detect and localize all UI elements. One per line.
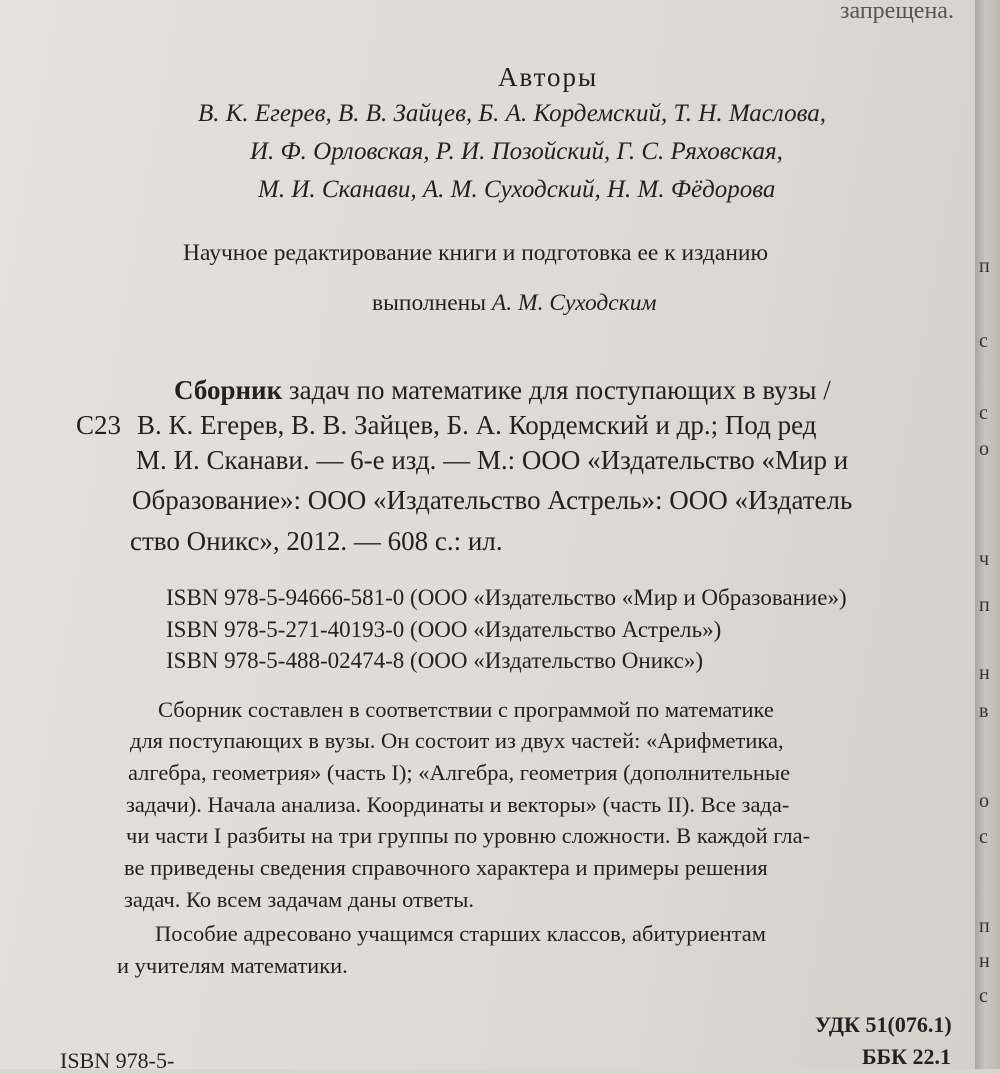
catalog-title-rest: задач по математике для поступающих в вузы / [282, 375, 831, 405]
description-line: для поступающих в вузы. Он состоит из двух частей: «Арифметика, [130, 728, 784, 753]
editing-note-line [372, 290, 656, 317]
edge-glyph: ч [979, 548, 990, 570]
catalog-entry-line: Образование»: ООО «Издательство Астрель»: ООО «Издатель [132, 485, 853, 515]
edge-glyph: п [979, 255, 990, 277]
authors-line: М. И. Сканави, А. М. Суходский, Н. М. Фёдорова [258, 176, 776, 203]
catalog-title-bold: Сборник [174, 375, 283, 405]
description-line: чи части I разбиты на три группы по уровню сложности. В каждой гла- [126, 823, 811, 848]
next-page-edge [975, 0, 1000, 1069]
catalog-entry-line: ство Оникс», 2012. — 608 с.: ил. [130, 526, 503, 556]
edge-glyph: п [979, 594, 990, 616]
description-line: задач. Ко всем задачам даны ответы. [124, 887, 474, 912]
edge-glyph: с [979, 826, 988, 848]
edge-glyph: с [979, 330, 988, 352]
udk-code: УДК 51(076.1) [815, 1012, 952, 1037]
description-line: задачи). Начала анализа. Координаты и векторы» (часть II). Все зада- [126, 792, 790, 817]
edge-glyph: о [979, 438, 989, 460]
isbn-line: ISBN 978-5-271-40193-0 (ООО «Издательство Астрель») [166, 617, 722, 642]
edge-glyph: с [979, 402, 988, 424]
editing-note-prefix: выполнены [372, 290, 492, 316]
authors-heading: Авторы [498, 62, 599, 92]
catalog-entry-line [174, 375, 831, 406]
bbk-code: ББК 22.1 [862, 1044, 952, 1069]
edge-glyph: н [979, 950, 990, 972]
isbn-line: ISBN 978-5-94666-581-0 (ООО «Издательство «Мир и Образование») [166, 585, 847, 610]
edge-glyph: в [979, 700, 989, 722]
description-line: алгебра, геометрия» (часть I); «Алгебра, геометрия (дополнительные [128, 760, 791, 785]
catalog-entry-line: В. К. Егерев, В. В. Зайцев, Б. А. Кордемский и др.; Под ред [137, 410, 817, 440]
description-line: и учителям математики. [117, 953, 348, 978]
edge-glyph: о [979, 790, 989, 812]
edge-glyph: п [979, 915, 990, 937]
authors-line: В. К. Егерев, В. В. Зайцев, Б. А. Кордемский, Т. Н. Маслова, [198, 100, 827, 127]
catalog-code: С23 [76, 410, 122, 440]
catalog-entry-line: М. И. Сканави. — 6-е изд. — М.: ООО «Издательство «Мир и [136, 445, 849, 475]
edge-glyph: н [979, 662, 990, 684]
editing-note-line: Научное редактирование книги и подготовка ее к изданию [183, 240, 769, 266]
authors-line: И. Ф. Орловская, Р. И. Позойский, Г. С. Ряховская, [250, 138, 783, 165]
description-line: ве приведены сведения справочного характера и примеры решения [124, 855, 768, 880]
isbn-line: ISBN 978-5-488-02474-8 (ООО «Издательство Оникс») [166, 648, 704, 673]
edge-glyph: с [979, 985, 988, 1007]
bottom-isbn-fragment: ISBN 978-5- [60, 1048, 175, 1073]
description-line: Сборник составлен в соответствии с программой по математике [158, 697, 774, 722]
description-line: Пособие адресовано учащимся старших классов, абитуриентам [155, 921, 766, 946]
top-text-fragment: запрещена. [840, 0, 954, 24]
editor-name: А. М. Суходским [491, 290, 657, 316]
